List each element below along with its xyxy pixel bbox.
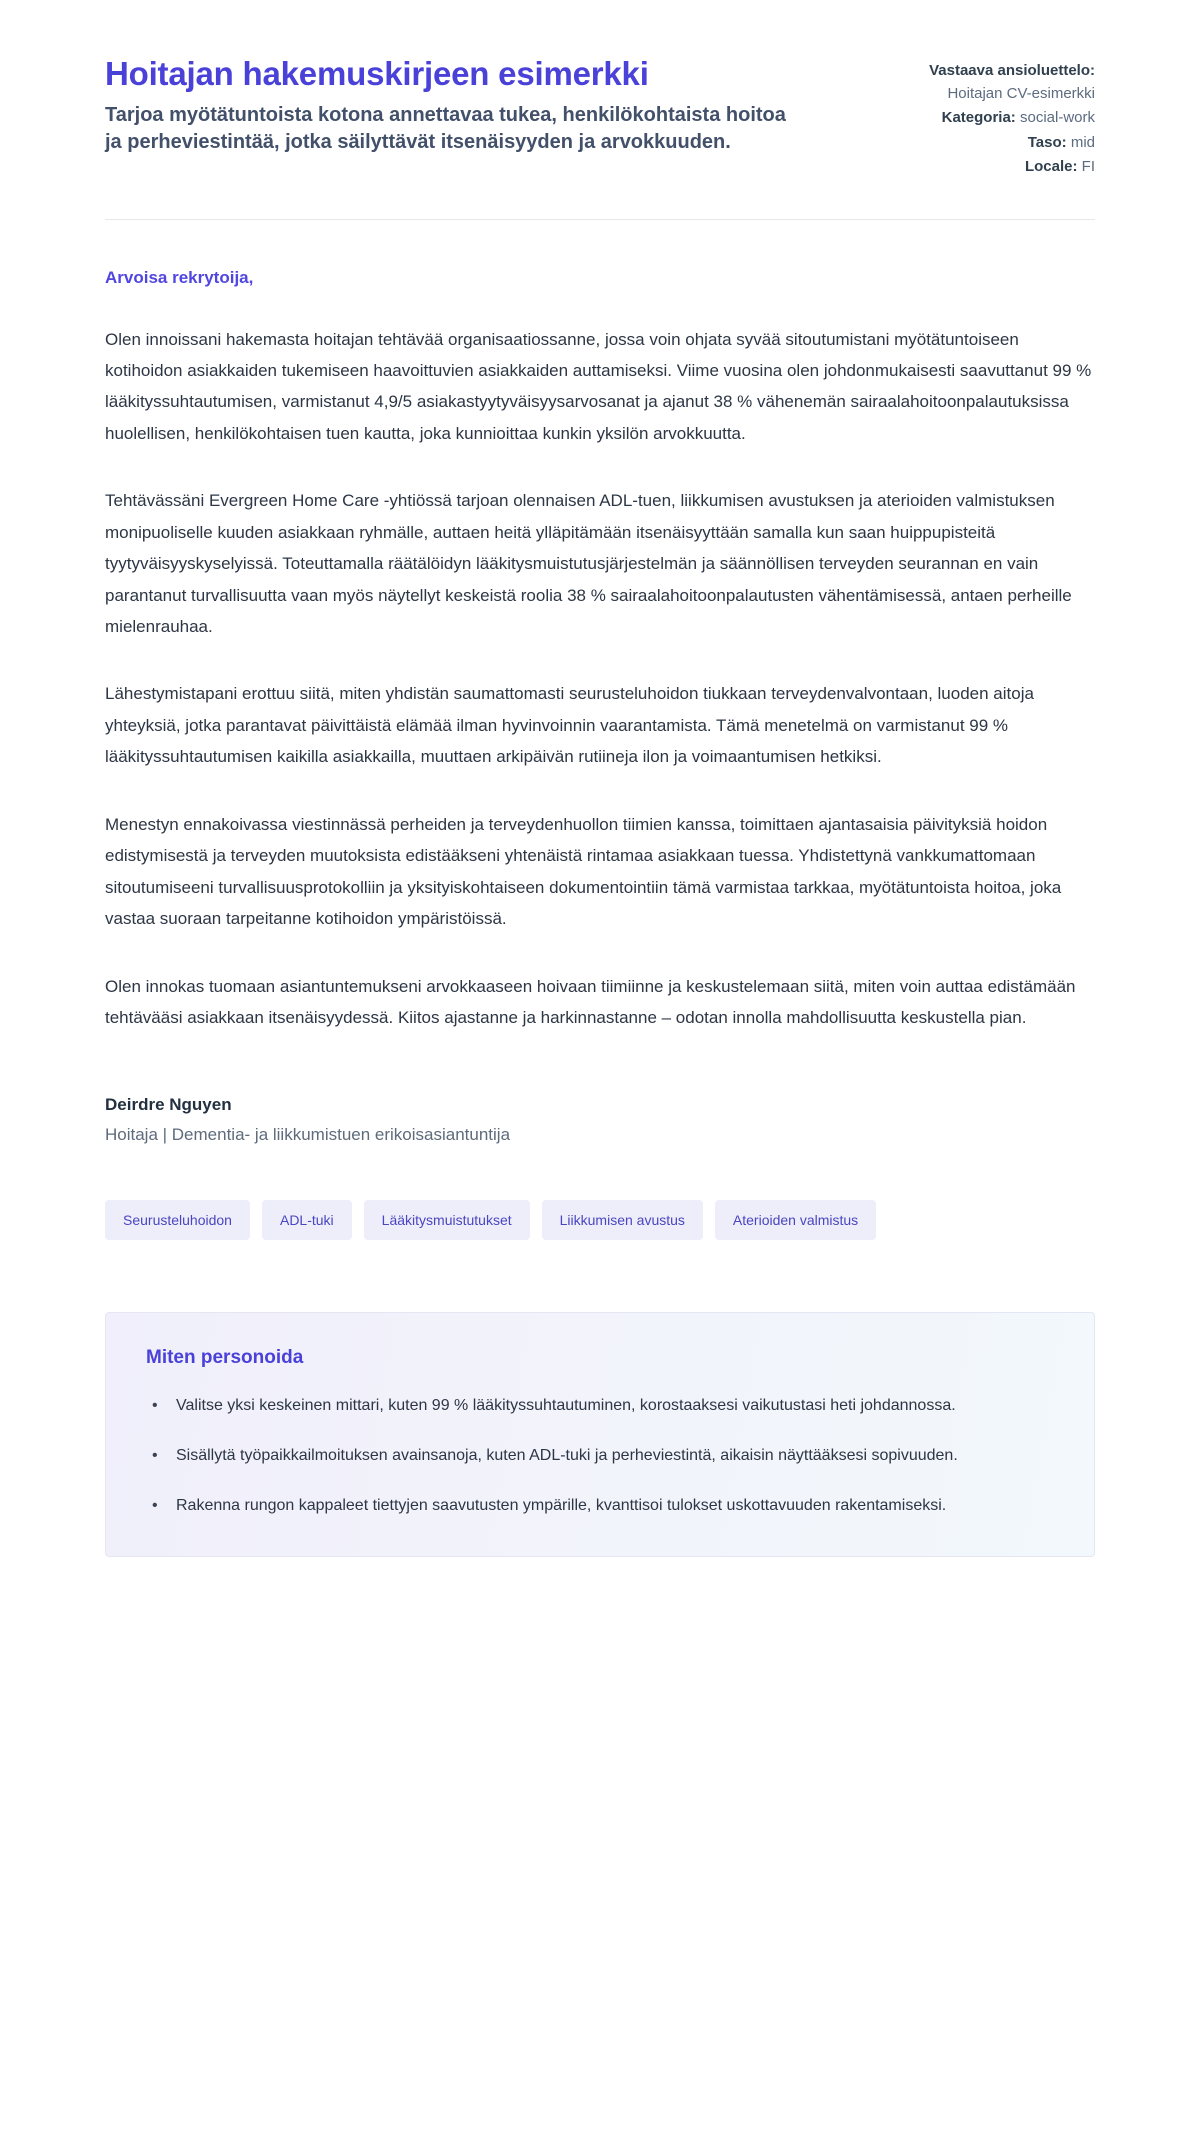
letter-paragraph: Tehtävässäni Evergreen Home Care -yhtiössä tarjoan olennaisen ADL-tuen, liikkumisen avustuksen ja aterioiden valmistuksen monipuoliselle kuuden asiakkaan ryhmälle, auttaen heitä ylläpitämään itsenäisyyttään samalla kun saan huippupisteitä tyytyväisyyskyselyissä. Toteuttamalla räätälöidyn lääkitysmuistutusjärjestelmän ja säännöllisen terveyden seurannan en vain parantanut turvallisuutta vaan myös näytellyt keskeistä roolia 38 % sairaalahoitoonpalautusten vähentämisessä, antaen perheille mielenrauhaa.	[105, 491, 1072, 636]
document-metadata	[895, 55, 1095, 181]
meta-label-related-resume: Vastaava ansioluettelo:	[929, 62, 1095, 79]
skill-tag[interactable]: Lääkitysmuistutukset	[364, 1200, 530, 1240]
callout-list-item: • Rakenna rungon kappaleet tiettyjen saavutusten ympärille, kvanttisoi tulokset uskottavuuden rakentamiseksi.	[172, 1491, 1054, 1521]
callout-list-item: • Valitse yksi keskeinen mittari, kuten 99 % lääkityssuhtautuminen, korostaaksesi vaikutustasi heti johdannossa.	[172, 1391, 1054, 1421]
meta-value-related-resume: Hoitajan CV-esimerkki	[947, 84, 1095, 102]
letter-paragraph: Menestyn ennakoivassa viestinnässä perheiden ja terveydenhuollon tiimien kanssa, toimittaen ajantasaisia päivityksiä hoidon edistymisestä ja terveyden muutoksista edistääkseni yhtenäistä rintamaa asiakkaan tuessa. Yhdistettynä vankkumattomaan sitoutumiseeni turvallisuusprotokolliin ja yksityiskohtaiseen dokumentointiin tämä varmistaa tarkkaa, myötätuntoista hoitoa, joka vastaa suoraan tarpeitanne kotihoidon ympäristöissä.	[105, 814, 1062, 929]
meta-value-level: mid	[1070, 133, 1095, 151]
meta-row-locale	[895, 156, 1095, 179]
letter-salutation: Arvoisa rekrytoija,	[105, 267, 254, 287]
meta-label-level: Taso:	[1027, 133, 1067, 151]
signature-block	[105, 1095, 1095, 1145]
meta-value-category: social-work	[1019, 109, 1095, 126]
signature-role: Hoitaja | Dementia- ja liikkumistuen erikoisasiantuntija	[105, 1125, 511, 1145]
page-subtitle: Tarjoa myötätuntoista kotona annettavaa tukea, henkilökohtaista hoitoa ja perheviestintää, jotka säilyttävät itsenäisyyden ja arvokkuuden.	[105, 103, 786, 153]
skill-tag-list	[105, 1200, 1095, 1240]
meta-label-category: Kategoria:	[941, 109, 1016, 126]
meta-row-related-resume	[895, 60, 1095, 105]
meta-value-locale: FI	[1081, 158, 1095, 175]
meta-row-category	[895, 107, 1095, 130]
skill-tag[interactable]: Liikkumisen avustus	[542, 1200, 703, 1240]
letter-paragraph: Lähestymistapani erottuu siitä, miten yhdistän saumattomasti seurusteluhoidon tiukkaan terveydenvalvontaan, luoden aitoja yhteyksiä, jotka parantavat päivittäistä elämää ilman hyvinvoinnin vaarantamista. Tämä menetelmä on varmistanut 99 % lääkityssuhtautumisen kaikilla asiakkailla, muuttaen arkipäivän rutiineja ilon ja voimaantumisen hetkiksi.	[105, 684, 1034, 767]
callout-list-item: • Sisällytä työpaikkailmoituksen avainsanoja, kuten ADL-tuki ja perheviestintä, aikaisin näyttääksesi sopivuuden.	[172, 1441, 1054, 1471]
letter-paragraph: Olen innokas tuomaan asiantuntemukseni arvokkaaseen hoivaan tiimiinne ja keskustelemaan siitä, miten voin auttaa edistämään tehtävääsi asiakkaan itsenäisyydessä. Kiitos ajastanne ja harkinnastanne – odotan innolla mahdollisuutta keskustella pian.	[105, 976, 1076, 1027]
skill-tag[interactable]: ADL-tuki	[262, 1200, 352, 1240]
skill-tag[interactable]: Seurusteluhoidon	[105, 1200, 250, 1240]
meta-label-locale: Locale:	[1024, 158, 1078, 175]
page-title: Hoitajan hakemuskirjeen esimerkki	[105, 55, 649, 92]
skill-tag[interactable]: Aterioiden valmistus	[715, 1200, 876, 1240]
personalization-callout	[105, 1312, 1095, 1557]
letter-paragraph: Olen innoissani hakemasta hoitajan tehtävää organisaatiossanne, jossa voin ohjata syvää sitoutumistani myötätuntoiseen kotihoidon asiakkaiden tukemiseen haavoittuvien asiakkaiden auttamiseksi. Viime vuosina olen johdonmukaisesti saavuttanut 99 % lääkityssuhtautumisen, varmistanut 4,9/5 asiakastyytyväisyysarvosanat ja ajanut 38 % vähenemän sairaalahoitoonpalautuksissa huolellisen, henkilökohtaisen tuen kautta, joka kunnioittaa kunkin yksilön arvokkuutta.	[105, 329, 1092, 443]
header-title-block	[105, 55, 805, 156]
cover-letter-body	[105, 220, 1095, 1558]
document-header	[105, 0, 1095, 181]
signature-name: Deirdre Nguyen	[105, 1095, 232, 1115]
callout-title: Miten personoida	[146, 1347, 304, 1369]
meta-row-level	[895, 132, 1095, 155]
callout-list	[146, 1391, 1054, 1520]
